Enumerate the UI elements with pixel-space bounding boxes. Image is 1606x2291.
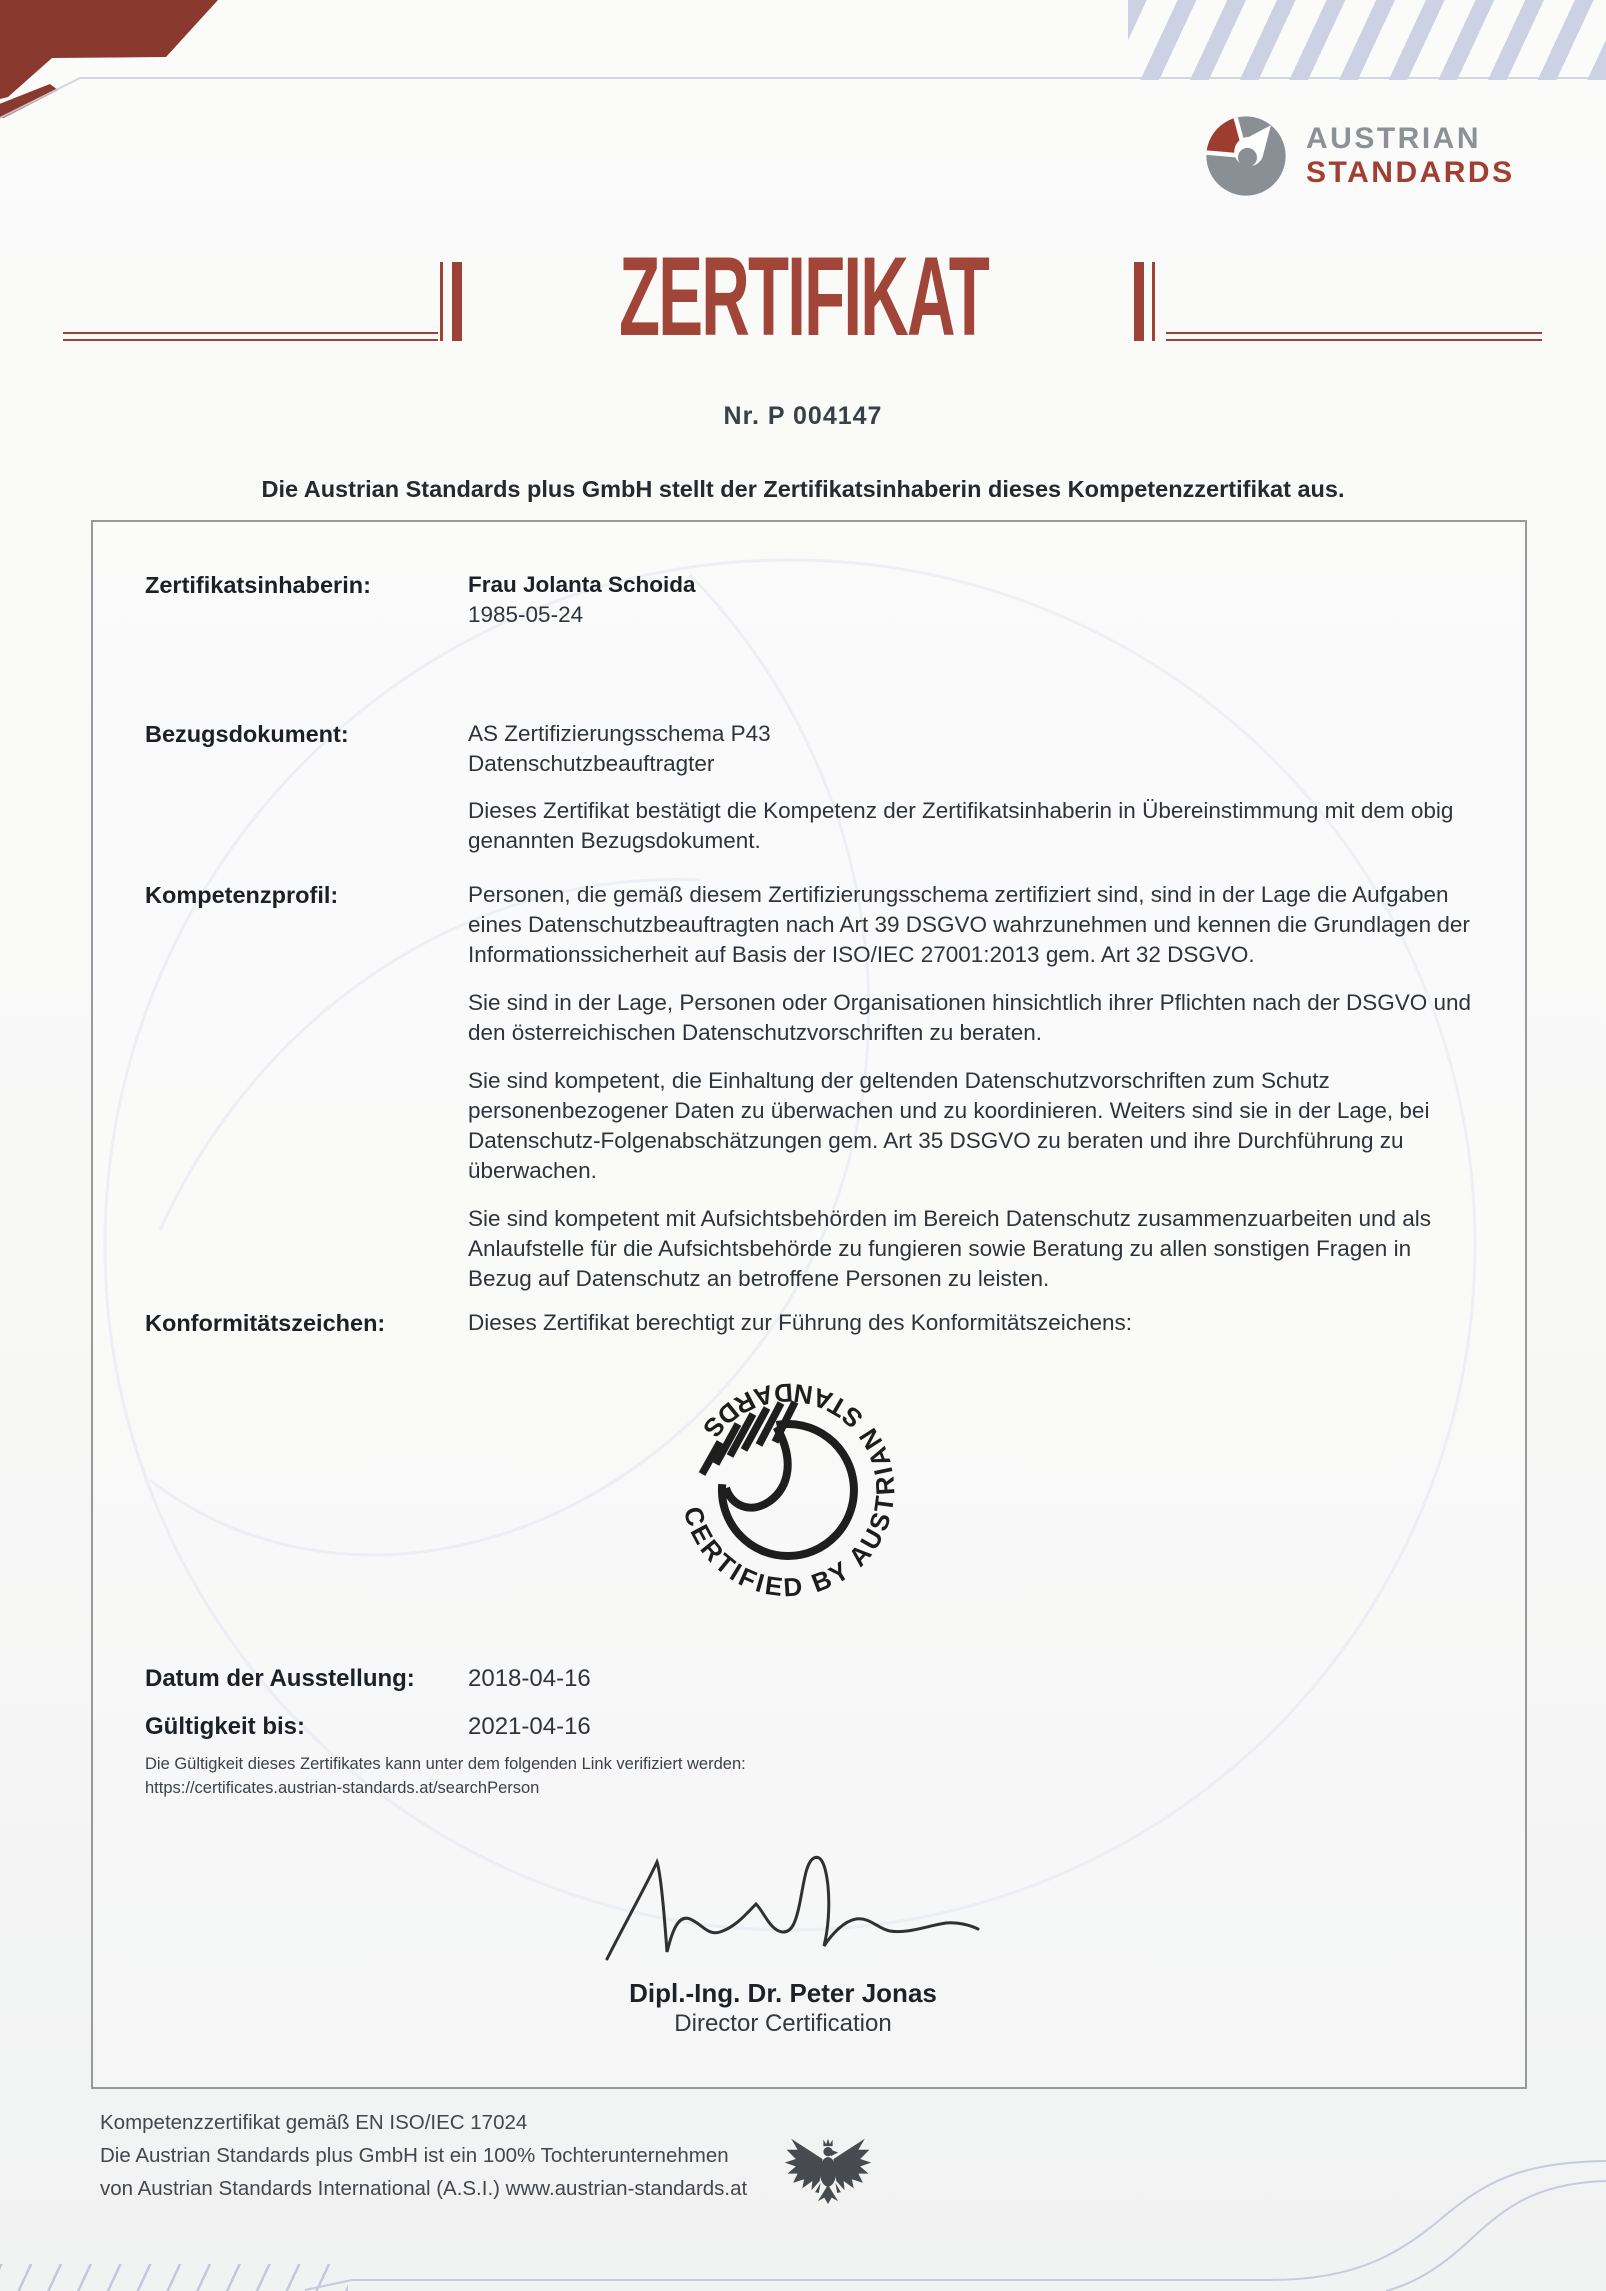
title-rule-right — [1166, 332, 1542, 342]
reference-confirmation-row — [145, 796, 1479, 856]
competence-paragraph: Sie sind in der Lage, Personen oder Organisationen hinsichtlich ihrer Pflichten nach der DSGVO und den österreichischen Datenschutzvorschriften zu beraten. — [468, 990, 1472, 1045]
issue-date-row — [145, 1664, 1479, 1694]
conformity-mark-text: CERTIFIED BY AUSTRIAN STANDARDS — [677, 1377, 901, 1603]
footer-line: Die Austrian Standards plus GmbH ist ein 100% Tochterunternehmen — [100, 2144, 729, 2167]
austrian-standards-logo — [1202, 112, 1515, 200]
conformity-label: Konformitätszeichen: — [145, 1310, 386, 1336]
competence-label: Kompetenzprofil: — [145, 882, 339, 908]
footer-line: von Austrian Standards International (A.S.I.) www.austrian-standards.at — [100, 2177, 748, 2200]
holder-row — [145, 570, 1479, 630]
intro-statement: Die Austrian Standards plus GmbH stellt der Zertifikatsinhaberin dieses Kompetenzzertifikat aus. — [261, 476, 1345, 502]
austrian-standards-logo-icon — [1202, 112, 1290, 200]
verification-note — [145, 1752, 746, 1800]
certificate-body-box — [91, 520, 1527, 2089]
holder-name: Frau Jolanta Schoida — [468, 572, 696, 597]
footer-note — [100, 2106, 747, 2205]
diagonal-stripes-top-right — [1128, 0, 1606, 80]
title-bar-right-thin — [1152, 262, 1155, 341]
footer-line: Kompetenzzertifikat gemäß EN ISO/IEC 17024 — [100, 2111, 528, 2134]
austrian-eagle-emblem — [782, 2124, 874, 2216]
conformity-mark-glyph — [722, 1424, 854, 1556]
competence-paragraph: Sie sind kompetent, die Einhaltung der geltenden Datenschutzvorschriften zum Schutz personenbezogener Daten zu überwachen und zu koordinieren. Weiters sind sie in der Lage, bei Datenschutz-Folgenabschätzungen gem. Art 35 DSGVO zu beraten und ihre Durchführung zu überwachen. — [468, 1068, 1430, 1183]
verification-text: Die Gültigkeit dieses Zertifikates kann unter dem folgenden Link verifiziert werden: — [145, 1755, 746, 1773]
conformity-text: Dieses Zertifikat berechtigt zur Führung des Konformitätszeichens: — [468, 1310, 1133, 1335]
reference-row — [145, 719, 1479, 779]
certificate-number: Nr. P 004147 — [723, 402, 883, 430]
holder-birthdate: 1985-05-24 — [468, 602, 584, 627]
signature-handwriting — [577, 1844, 1007, 1974]
conformity-row — [145, 1308, 1479, 1338]
competence-row — [145, 880, 1479, 1312]
signatory-name: Dipl.-Ing. Dr. Peter Jonas — [629, 1978, 937, 2008]
conformity-mark — [658, 1360, 918, 1620]
validity-value: 2021-04-16 — [468, 1713, 591, 1740]
reference-label: Bezugsdokument: — [145, 721, 349, 747]
signatory-role: Director Certification — [674, 2010, 892, 2037]
competence-paragraph: Personen, die gemäß diesem Zertifizierungsschema zertifiziert sind, sind in der Lage die Aufgaben eines Datenschutzbeauftragten nach Art 39 DSGVO wahrzunehmen und kennen die Grundlagen der Informationssicherheit auf Basis der ISO/IEC 27001:2013 gem. Art 32 DSGVO. — [468, 882, 1470, 967]
signatory — [573, 1977, 993, 2039]
verification-url: https://certificates.austrian-standards.at/searchPerson — [145, 1779, 540, 1797]
holder-label: Zertifikatsinhaberin: — [145, 572, 371, 598]
logo-text-austrian: AUSTRIAN — [1306, 122, 1481, 155]
logo-text-standards: STANDARDS — [1306, 156, 1515, 189]
page-title: ZERTIFIKAT — [618, 234, 988, 359]
reference-scheme: AS Zertifizierungsschema P43 — [468, 721, 771, 746]
validity-row — [145, 1712, 1479, 1742]
competence-paragraphs — [468, 880, 1479, 1312]
validity-label: Gültigkeit bis: — [145, 1713, 306, 1740]
competence-paragraph: Sie sind kompetent mit Aufsichtsbehörden im Bereich Datenschutz zusammenzuarbeiten und als Anlaufstelle für die Aufsichtsbehörde zu fungieren sowie Beratung zu allen sonstigen Fragen in Bezug auf Datenschutz an betroffene Personen zu leisten. — [468, 1206, 1432, 1291]
issue-date-value: 2018-04-16 — [468, 1665, 591, 1692]
reference-confirmation: Dieses Zertifikat bestätigt die Kompetenz der Zertifikatsinhaberin in Übereinstimmung mit dem obig genannten Bezugsdokument. — [468, 798, 1454, 853]
reference-role: Datenschutzbeauftragter — [468, 751, 715, 776]
title-bar-right-thick — [1134, 262, 1144, 341]
issue-date-label: Datum der Ausstellung: — [145, 1665, 415, 1692]
